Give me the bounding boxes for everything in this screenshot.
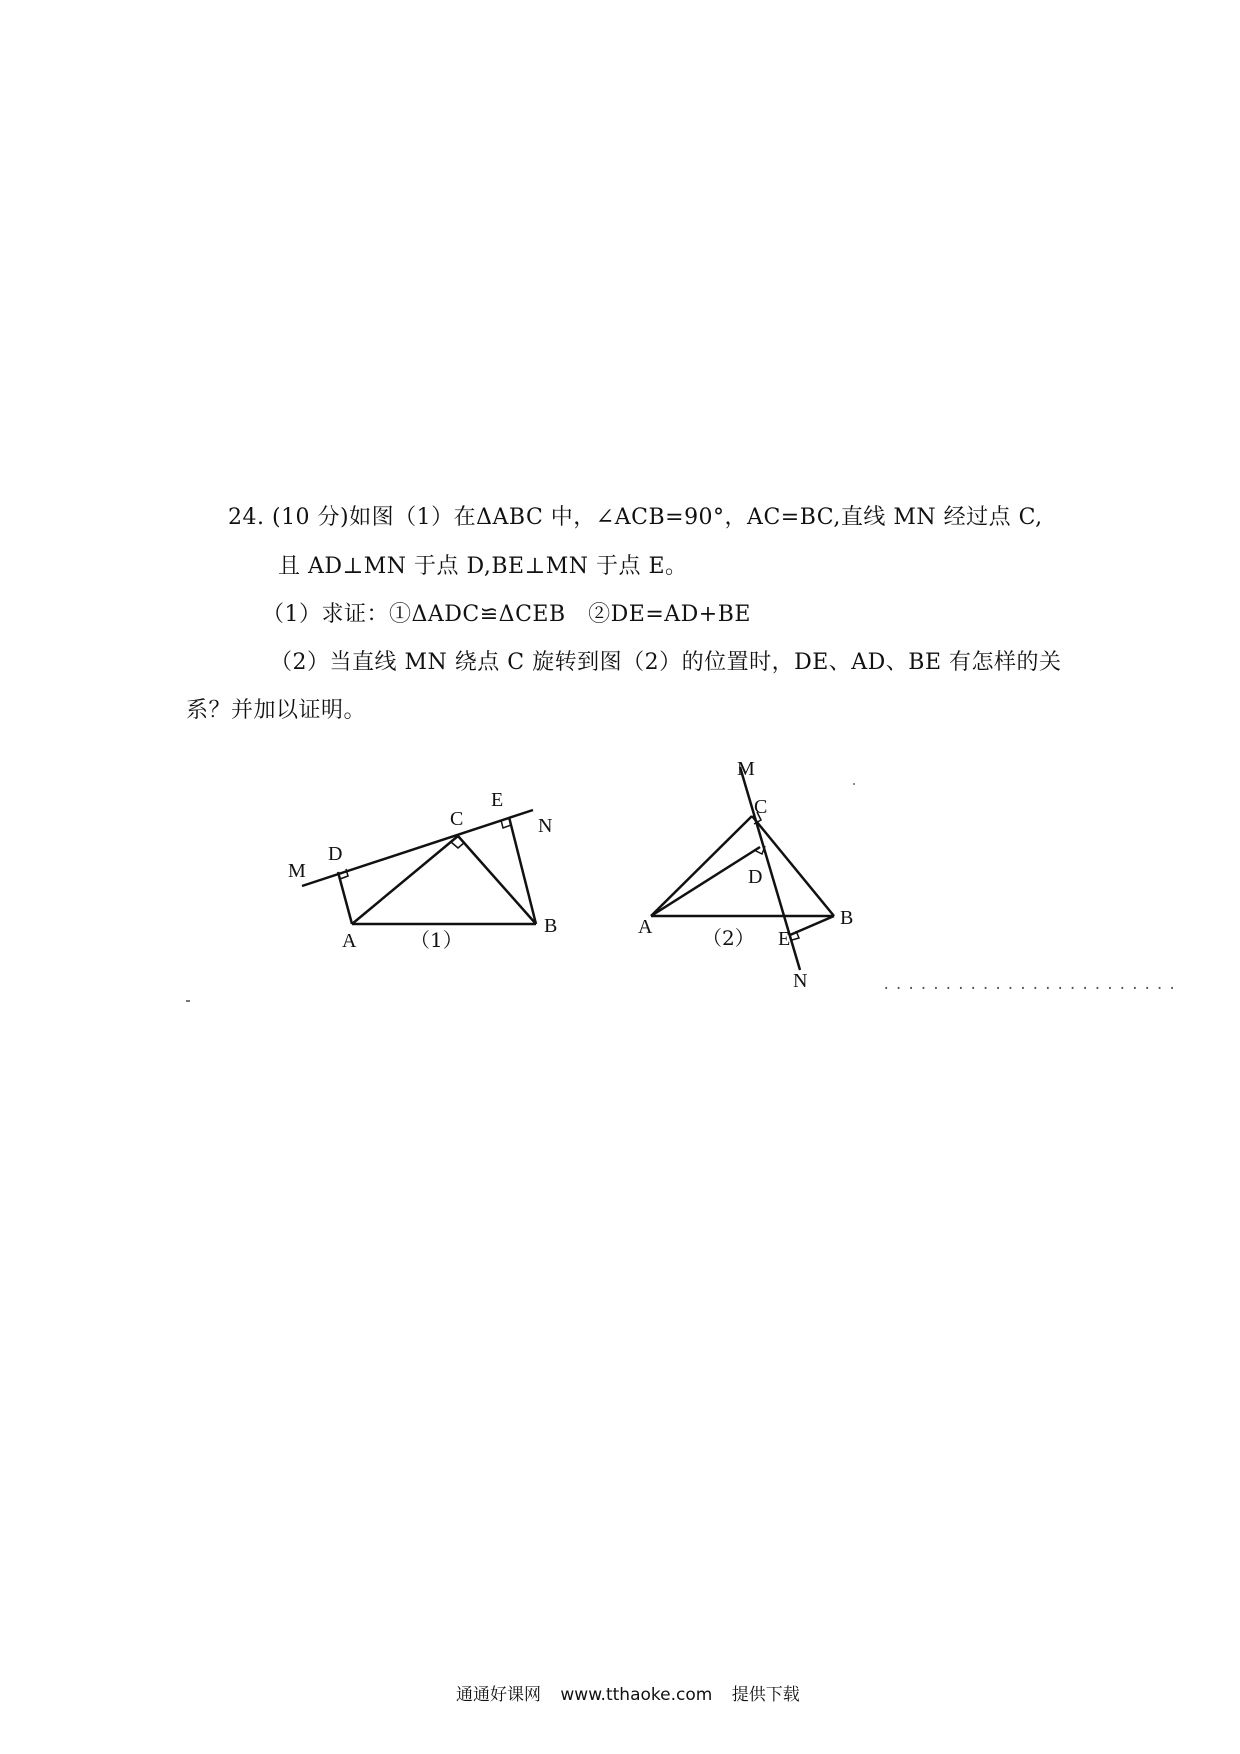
figure-1-caption: （1） — [410, 928, 463, 952]
label-b: B — [840, 907, 854, 929]
label-a: A — [638, 916, 653, 938]
segment-ac — [651, 816, 752, 916]
label-m: M — [737, 758, 755, 780]
label-c: C — [450, 808, 464, 830]
label-b: B — [544, 915, 558, 937]
segment-ac — [352, 836, 458, 924]
footer-action: 提供下载 — [731, 1685, 800, 1705]
footer-url: www.tthaoke.com — [560, 1685, 713, 1705]
footer — [456, 1680, 814, 1705]
right-angle-marks — [340, 820, 511, 879]
segment-ad — [651, 847, 763, 916]
question-part-2-cont: 系？并加以证明。 — [186, 698, 367, 723]
question-part-2: （2）当直线 MN 绕点 C 旋转到图（2）的位置时，DE、AD、BE 有怎样的关 — [270, 650, 1062, 675]
segment-cb — [752, 816, 834, 916]
right-angle-c — [451, 842, 465, 848]
question-line-2: 且 AD⊥MN 于点 D,BE⊥MN 于点 E。 — [278, 554, 688, 579]
figure-2-caption: （2） — [702, 926, 755, 950]
figure-2-diagram — [630, 755, 860, 995]
label-d: D — [328, 843, 343, 865]
label-d: D — [748, 866, 763, 888]
label-c: C — [754, 796, 768, 818]
figure-1-lines — [302, 810, 536, 924]
question-line-1: 24. (10 分)如图（1）在ΔABC 中，∠ACB=90°，AC=BC,直线 MN 经过点 C, — [228, 505, 1043, 530]
segment-ad — [338, 872, 352, 924]
label-n: N — [538, 815, 553, 837]
dotted-line: ........................ — [882, 977, 1181, 993]
label-e: E — [778, 928, 791, 950]
label-e: E — [491, 789, 504, 811]
scan-mark — [186, 1000, 190, 1002]
label-m: M — [288, 860, 306, 882]
scan-dot — [853, 783, 855, 785]
label-a: A — [342, 930, 357, 952]
figure-1-diagram — [280, 780, 570, 960]
footer-site-name: 通通好课网 — [456, 1685, 541, 1705]
label-n: N — [793, 970, 808, 992]
question-part-1: （1）求证：①ΔADC≌ΔCEB ②DE=AD+BE — [262, 602, 751, 627]
